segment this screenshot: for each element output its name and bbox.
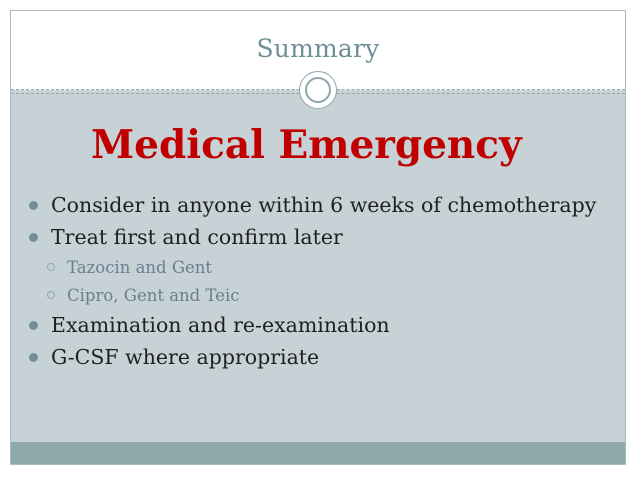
bullet-text: Treat first and confirm later: [51, 225, 343, 249]
hollow-circle-bullet-icon: [47, 291, 55, 299]
ring-ornament-icon: [299, 71, 337, 109]
bullet-consider: [25, 191, 596, 223]
bullet-text: G-CSF where appropriate: [51, 345, 320, 369]
headline: Medical Emergency: [91, 122, 522, 168]
sub-bullet-tazocin: [25, 255, 596, 283]
hollow-circle-bullet-icon: [47, 263, 55, 271]
bullet-gcsf: [25, 343, 596, 375]
sub-bullet-text: Cipro, Gent and Teic: [67, 286, 240, 305]
sub-bullet-cipro: [25, 283, 596, 311]
bullet-examination: [25, 311, 596, 343]
filled-circle-bullet-icon: [29, 353, 38, 362]
bullet-list: [25, 191, 596, 375]
filled-circle-bullet-icon: [29, 233, 38, 242]
sub-bullet-text: Tazocin and Gent: [67, 258, 213, 277]
bullet-text: Consider in anyone within 6 weeks of chemotherapy: [51, 193, 597, 217]
filled-circle-bullet-icon: [29, 201, 38, 210]
slide-title: Summary: [256, 34, 380, 63]
footer-bar: [11, 442, 625, 464]
filled-circle-bullet-icon: [29, 321, 38, 330]
slide: [10, 10, 626, 465]
bullet-text: Examination and re-examination: [51, 313, 390, 337]
bullet-treat-first: [25, 223, 596, 255]
